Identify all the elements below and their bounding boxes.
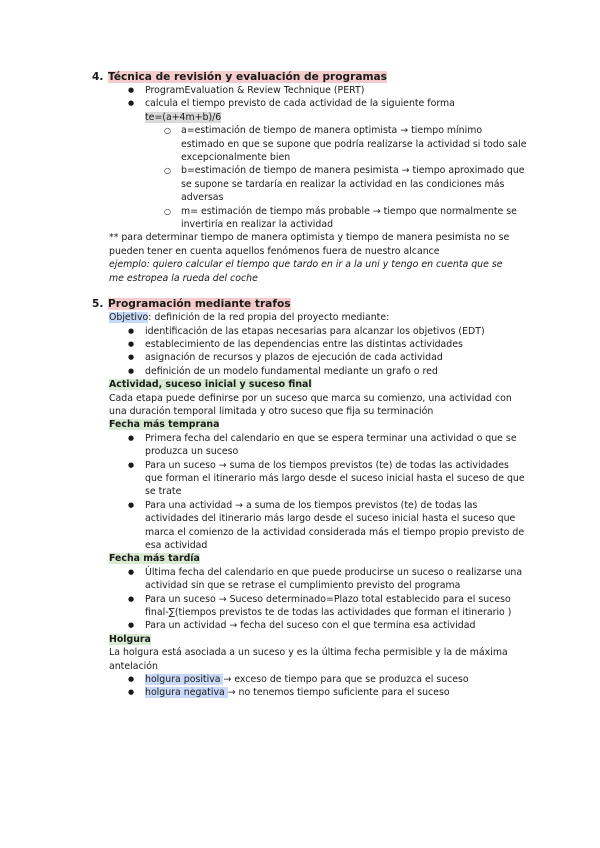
slack-list: [0, 673, 600, 700]
objective-label: Objetivo: [109, 312, 149, 324]
list-item: ● establecimiento de las dependencias entre las distintas actividades: [0, 338, 600, 351]
list-item: ● definición de un modelo fundamental mediante un grafo o red: [0, 365, 600, 378]
late-date-list: [0, 566, 600, 633]
list-item: ● ProgramEvaluation & Review Technique (PERT): [0, 84, 600, 97]
negative-slack-label: holgura negativa: [145, 687, 228, 699]
objective-bullet-list: [0, 325, 600, 379]
section-4-note: ** para determinar tiempo de manera optimista y tiempo de manera pesimista no se pueden tener en cuenta aquellos fenómenos fuera de nuestro alcance: [109, 232, 510, 257]
list-item: ● Para una actividad → a suma de los tiempos previstos (te) de todas las actividades del itinerario más largo desde el suceso inicial hasta el suceso que marca el comienzo de la actividad considerada más el tiempo propio previsto de esa actividad: [0, 499, 600, 553]
late-date-heading: Fecha más tardía: [109, 553, 200, 565]
section-4-heading: [92, 70, 600, 84]
activity-heading: Actividad, suceso inicial y suceso final: [109, 379, 312, 391]
spacer: [0, 285, 600, 297]
list-item: ● asignación de recursos y plazos de ejecución de cada actividad: [0, 351, 600, 364]
pert-formula: te=(a+4m+b)/6: [145, 111, 222, 123]
activity-text: Cada etapa puede definirse por un suceso que marca su comienzo, una actividad con una duración temporal limitada y otro suceso que fija su terminación: [109, 392, 512, 417]
section-5-heading: [92, 297, 600, 311]
list-item: ○ a=estimación de tiempo de manera optimista → tiempo mínimo estimado en que se supone que podría realizarse la actividad si todo sale excepcionalmente bien: [0, 124, 600, 164]
section-4-example: ejemplo: quiero calcular el tiempo que tardo en ir a la uni y tengo en cuenta que se me estropea la rueda del coche: [109, 259, 503, 284]
list-item: ● Para un suceso → suma de los tiempos previstos (te) de todas las actividades que forman el itinerario más largo desde el suceso inicial hasta el suceso de que se trate: [0, 459, 600, 499]
section-4-title: Técnica de revisión y evaluación de programas: [108, 71, 387, 83]
section-4-bullet-list: [0, 84, 600, 124]
early-date-list: [0, 432, 600, 553]
early-date-heading: Fecha más temprana: [109, 419, 220, 431]
objective-line: [0, 311, 600, 324]
list-item: ● identificación de las etapas necesarias para alcanzar los objetivos (EDT): [0, 325, 600, 338]
list-item: ● holgura positiva → exceso de tiempo para que se produzca el suceso: [0, 673, 600, 686]
objective-text: : definición de la red propia del proyecto mediante:: [148, 312, 390, 324]
list-item: ● Para un actividad → fecha del suceso con el que termina esa actividad: [0, 619, 600, 632]
section-4-sub-list: [0, 124, 600, 231]
section-4-number: 4.: [92, 71, 104, 83]
list-item: ● Para un suceso → Suceso determinado=Plazo total establecido para el suceso final-∑(tiempos previstos te de todas las actividades que forman el itinerario ): [0, 593, 600, 620]
section-5-title: Programación mediante trafos: [108, 298, 291, 311]
list-item: ● Última fecha del calendario en que puede producirse un suceso o realizarse una actividad sin que se retrase el cumplimiento previsto del programa: [0, 566, 600, 593]
list-item: ● holgura negativa → no tenemos tiempo suficiente para el suceso: [0, 686, 600, 699]
list-item: ○ b=estimación de tiempo de manera pesimista → tiempo aproximado que se supone se tardaría en realizar la actividad en las condiciones más adversas: [0, 164, 600, 204]
slack-heading: Holgura: [109, 633, 151, 645]
section-5-number: 5.: [92, 298, 104, 311]
positive-slack-label: holgura positiva: [145, 674, 224, 686]
list-item: ○ m= estimación de tiempo más probable → tiempo que normalmente se invertiría en realizar la actividad: [0, 205, 600, 232]
slack-text: La holgura está asociada a un suceso y es la última fecha permisible y la de máxima antelación: [109, 647, 508, 672]
page-content: [0, 70, 600, 700]
list-item: ● calcula el tiempo previsto de cada actividad de la siguiente forma te=(a+4m+b)/6: [0, 97, 600, 124]
list-item: ● Primera fecha del calendario en que se espera terminar una actividad o que se produzca un suceso: [0, 432, 600, 459]
